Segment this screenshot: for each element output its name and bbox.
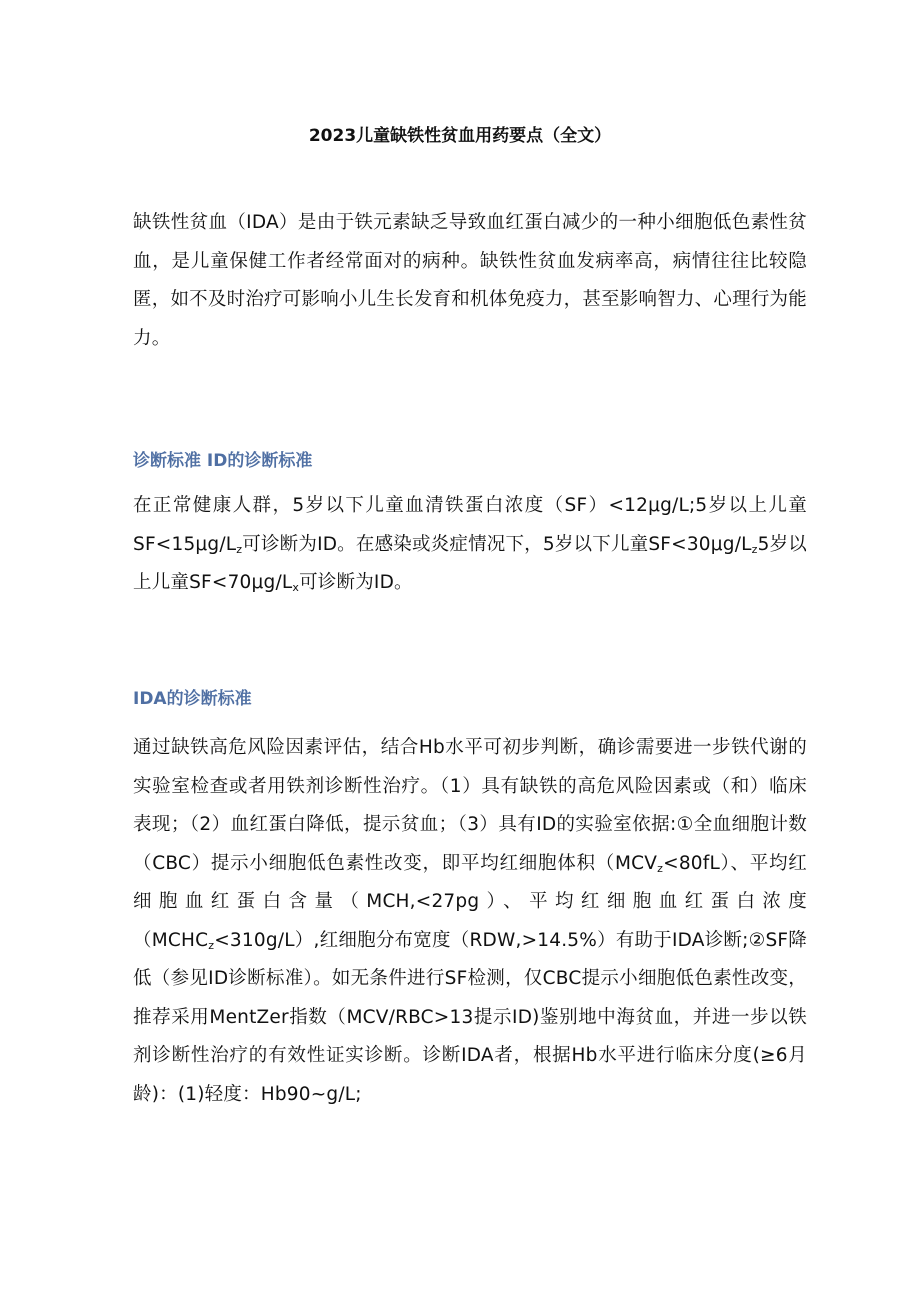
section-heading-ida-criteria: IDA的诊断标准 <box>133 689 252 709</box>
id-criteria-text-d: 可诊断为ID。 <box>299 572 413 593</box>
id-criteria-paragraph <box>133 487 807 603</box>
intro-paragraph: 缺铁性贫血（IDA）是由于铁元素缺乏导致血红蛋白减少的一种小细胞低色素性贫血，是儿童保健工作者经常面对的病种。缺铁性贫血发病率高，病情往往比较隐匿，如不及时治疗可影响小儿生长发育和机体免疫力，甚至影响智力、心理行为能力。 <box>133 212 807 349</box>
ida-criteria-text-a: 通过缺铁高危风险因素评估，结合Hb水平可初步判断，确诊需要进一步铁代谢的实验室检查或者用铁剂诊断性治疗。（1）具有缺铁的高危风险因素或（和）临床表现；（2）血红蛋白降低，提示贫血；（3）具有ID的实验室依据:①全血细胞计数（CBC）提示小细胞低色素性改变，即平均红细胞体积（MCV <box>133 737 807 874</box>
ida-criteria-sub-b: z <box>208 938 215 952</box>
id-criteria-text-a: 在正常健康人群，5岁以下儿童血清铁蛋白浓度（SF）<12μg/L;5岁以上儿童SF<15μg/L <box>133 495 807 555</box>
id-criteria-text-c: 5岁以上儿童SF<70μg/L <box>133 533 807 593</box>
id-criteria-sub-a: z <box>236 542 243 556</box>
id-criteria-text-b: 可诊断为ID。在感染或炎症情况下，5岁以下儿童SF<30μg/L <box>242 533 752 555</box>
ida-criteria-text-b: <80fL）、平均红细胞血红蛋白含量（MCH,<27pg）、平均红细胞血红蛋白浓度（MCHC <box>133 852 807 951</box>
id-criteria-sub-b: z <box>751 542 758 556</box>
id-criteria-sub-c: x <box>292 581 300 594</box>
ida-criteria-text-c: <310g/L）,红细胞分布宽度（RDW,>14.5%）有助于IDA诊断;②SF降低（参见ID诊断标准）。如无条件进行SF检测，仅CBC提示小细胞低色素性改变，推荐采用MentZer指数（MCV/RBC>13提示ID)鉴别地中海贫血，并进一步以铁剂诊断性治疗的有效性证实诊断。诊断IDA者，根据Hb水平进行临床分度(≥6月龄)：(1)轻度：Hb90~g/L; <box>133 929 807 1105</box>
ida-criteria-paragraph <box>133 729 807 1114</box>
document-title: 2023儿童缺铁性贫血用药要点（全文） <box>308 126 612 146</box>
section-heading-id-criteria: 诊断标准 ID的诊断标准 <box>133 451 313 471</box>
ida-criteria-sub-a: z <box>657 861 664 875</box>
